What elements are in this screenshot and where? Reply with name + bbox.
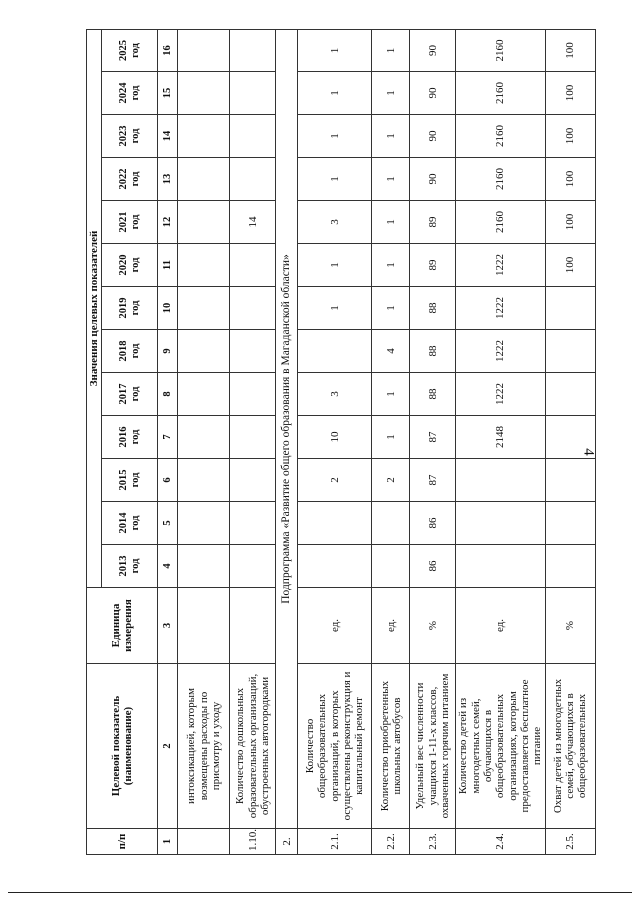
column-number: 12	[158, 201, 178, 244]
row-number: 2.3.	[410, 829, 456, 855]
year-header: 2018 год	[102, 330, 158, 373]
value-cell: 2	[298, 459, 372, 502]
year-header: 2013 год	[102, 545, 158, 588]
value-cell: 87	[410, 459, 456, 502]
value-cell: 1222	[456, 244, 545, 287]
value-cell	[230, 29, 276, 71]
column-number: 3	[158, 588, 178, 664]
year-header: 2025 год	[102, 29, 158, 71]
value-cell: 90	[410, 115, 456, 158]
header-values-group: Значения целевых показателей	[87, 29, 102, 587]
column-number: 4	[158, 545, 178, 588]
column-number: 1	[158, 829, 178, 855]
indicator-name: Удельный вес численности учащихся 1-11-х классов, охваченных горячим питанием	[410, 664, 456, 829]
value-cell	[372, 545, 410, 588]
value-cell: 10	[298, 416, 372, 459]
value-cell: 1222	[456, 287, 545, 330]
value-cell: 100	[545, 158, 595, 201]
value-cell: 1	[298, 29, 372, 71]
year-header: 2017 год	[102, 373, 158, 416]
value-cell	[178, 287, 230, 330]
value-cell	[545, 459, 595, 502]
value-cell: 1	[372, 201, 410, 244]
value-cell	[545, 373, 595, 416]
header-num: п/п	[87, 829, 158, 855]
year-header: 2023 год	[102, 115, 158, 158]
value-cell: 1	[372, 158, 410, 201]
table-row	[456, 29, 545, 854]
value-cell	[545, 330, 595, 373]
value-cell	[298, 330, 372, 373]
value-cell: 89	[410, 201, 456, 244]
row-number: 2.	[276, 829, 298, 855]
value-cell	[178, 244, 230, 287]
column-number: 2	[158, 664, 178, 829]
value-cell	[545, 287, 595, 330]
value-cell: 100	[545, 115, 595, 158]
unit-cell: %	[410, 588, 456, 664]
value-cell: 2160	[456, 115, 545, 158]
column-number: 7	[158, 416, 178, 459]
value-cell: 88	[410, 373, 456, 416]
value-cell: 1	[298, 72, 372, 115]
year-header: 2022 год	[102, 158, 158, 201]
indicator-name: Количество общеобразовательных организаций, в которых осуществлены реконструкция и капитальный ремонт	[298, 664, 372, 829]
value-cell	[545, 545, 595, 588]
value-cell: 2160	[456, 158, 545, 201]
column-number: 5	[158, 502, 178, 545]
column-number: 11	[158, 244, 178, 287]
value-cell	[545, 416, 595, 459]
value-cell: 90	[410, 72, 456, 115]
column-number: 8	[158, 373, 178, 416]
value-cell: 1	[298, 115, 372, 158]
table-row	[372, 29, 410, 854]
year-header: 2020 год	[102, 244, 158, 287]
subprogram-title: Подпрограмма «Развитие общего образования в Магаданской области»	[276, 29, 298, 828]
value-cell	[178, 115, 230, 158]
value-cell	[178, 201, 230, 244]
column-number: 15	[158, 72, 178, 115]
unit-cell: ед.	[456, 588, 545, 664]
row-number: 2.4.	[456, 829, 545, 855]
indicator-name: Количество приобретенных школьных автобусов	[372, 664, 410, 829]
value-cell: 1	[372, 287, 410, 330]
value-cell	[178, 29, 230, 71]
year-header: 2016 год	[102, 416, 158, 459]
value-cell: 100	[545, 29, 595, 71]
row-number	[178, 829, 230, 855]
indicator-name: Количество детей из многодетных семей, обучающихся в общеобразовательных организациях, которым предоставляется бесплатное питание	[456, 664, 545, 829]
value-cell: 100	[545, 72, 595, 115]
unit-cell: ед.	[372, 588, 410, 664]
table-row	[545, 29, 595, 854]
value-cell	[230, 545, 276, 588]
indicator-name: Количество дошкольных образовательных организаций, обустроенных автогородками	[230, 664, 276, 829]
value-cell	[456, 545, 545, 588]
column-number: 9	[158, 330, 178, 373]
value-cell: 1	[372, 416, 410, 459]
row-number: 1.10.	[230, 829, 276, 855]
indicator-name: Охват детей из многодетных семей, обучающихся в общеобразовательных	[545, 664, 595, 829]
value-cell: 1222	[456, 330, 545, 373]
table-row	[410, 29, 456, 854]
value-cell	[230, 459, 276, 502]
value-cell: 2160	[456, 72, 545, 115]
table-row	[298, 29, 372, 854]
value-cell	[230, 502, 276, 545]
row-number: 2.1.	[298, 829, 372, 855]
value-cell	[178, 459, 230, 502]
value-cell	[230, 158, 276, 201]
value-cell: 1	[298, 287, 372, 330]
value-cell	[178, 502, 230, 545]
value-cell	[456, 459, 545, 502]
value-cell: 89	[410, 244, 456, 287]
unit-cell: ед.	[298, 588, 372, 664]
value-cell	[178, 158, 230, 201]
value-cell: 100	[545, 201, 595, 244]
value-cell: 4	[372, 330, 410, 373]
value-cell	[178, 373, 230, 416]
value-cell: 87	[410, 416, 456, 459]
value-cell: 1222	[456, 373, 545, 416]
year-header: 2019 год	[102, 287, 158, 330]
value-cell: 2160	[456, 29, 545, 71]
value-cell: 2148	[456, 416, 545, 459]
column-number: 16	[158, 29, 178, 71]
indicator-name: интоксикацией, которым возмещены расходы по присмотру и уходу	[178, 664, 230, 829]
value-cell: 14	[230, 201, 276, 244]
value-cell: 3	[298, 373, 372, 416]
value-cell: 100	[545, 244, 595, 287]
value-cell: 88	[410, 287, 456, 330]
value-cell	[298, 502, 372, 545]
value-cell: 2	[372, 459, 410, 502]
value-cell	[230, 416, 276, 459]
value-cell	[230, 330, 276, 373]
column-number: 14	[158, 115, 178, 158]
value-cell	[178, 330, 230, 373]
value-cell: 1	[298, 244, 372, 287]
unit-cell: %	[545, 588, 595, 664]
unit-cell	[230, 588, 276, 664]
column-number: 6	[158, 459, 178, 502]
bottom-rule	[8, 892, 632, 893]
year-header: 2014 год	[102, 502, 158, 545]
value-cell: 1	[298, 158, 372, 201]
value-cell	[178, 416, 230, 459]
value-cell: 1	[372, 244, 410, 287]
value-cell: 86	[410, 502, 456, 545]
value-cell	[178, 72, 230, 115]
value-cell: 1	[372, 373, 410, 416]
value-cell	[456, 502, 545, 545]
header-unit: Единица измерения	[87, 588, 158, 664]
value-cell: 86	[410, 545, 456, 588]
table-row	[276, 29, 298, 854]
value-cell	[298, 545, 372, 588]
rotated-table-wrapper	[86, 30, 589, 855]
table-row	[178, 29, 230, 854]
value-cell: 90	[410, 158, 456, 201]
page-number: 4	[580, 448, 597, 456]
year-header: 2021 год	[102, 201, 158, 244]
value-cell	[230, 373, 276, 416]
year-header: 2024 год	[102, 72, 158, 115]
indicators-table	[86, 29, 596, 855]
value-cell	[230, 72, 276, 115]
column-number: 13	[158, 158, 178, 201]
row-number: 2.5.	[545, 829, 595, 855]
value-cell	[372, 502, 410, 545]
unit-cell	[178, 588, 230, 664]
value-cell: 88	[410, 330, 456, 373]
table-row	[230, 29, 276, 854]
value-cell	[230, 287, 276, 330]
value-cell: 3	[298, 201, 372, 244]
value-cell	[230, 115, 276, 158]
row-number: 2.2.	[372, 829, 410, 855]
value-cell: 1	[372, 29, 410, 71]
year-header: 2015 год	[102, 459, 158, 502]
value-cell: 1	[372, 72, 410, 115]
column-number: 10	[158, 287, 178, 330]
header-indicator: Целевой показатель (наименование)	[87, 664, 158, 829]
value-cell	[230, 244, 276, 287]
value-cell: 1	[372, 115, 410, 158]
value-cell	[178, 545, 230, 588]
value-cell: 90	[410, 29, 456, 71]
value-cell: 2160	[456, 201, 545, 244]
value-cell	[545, 502, 595, 545]
